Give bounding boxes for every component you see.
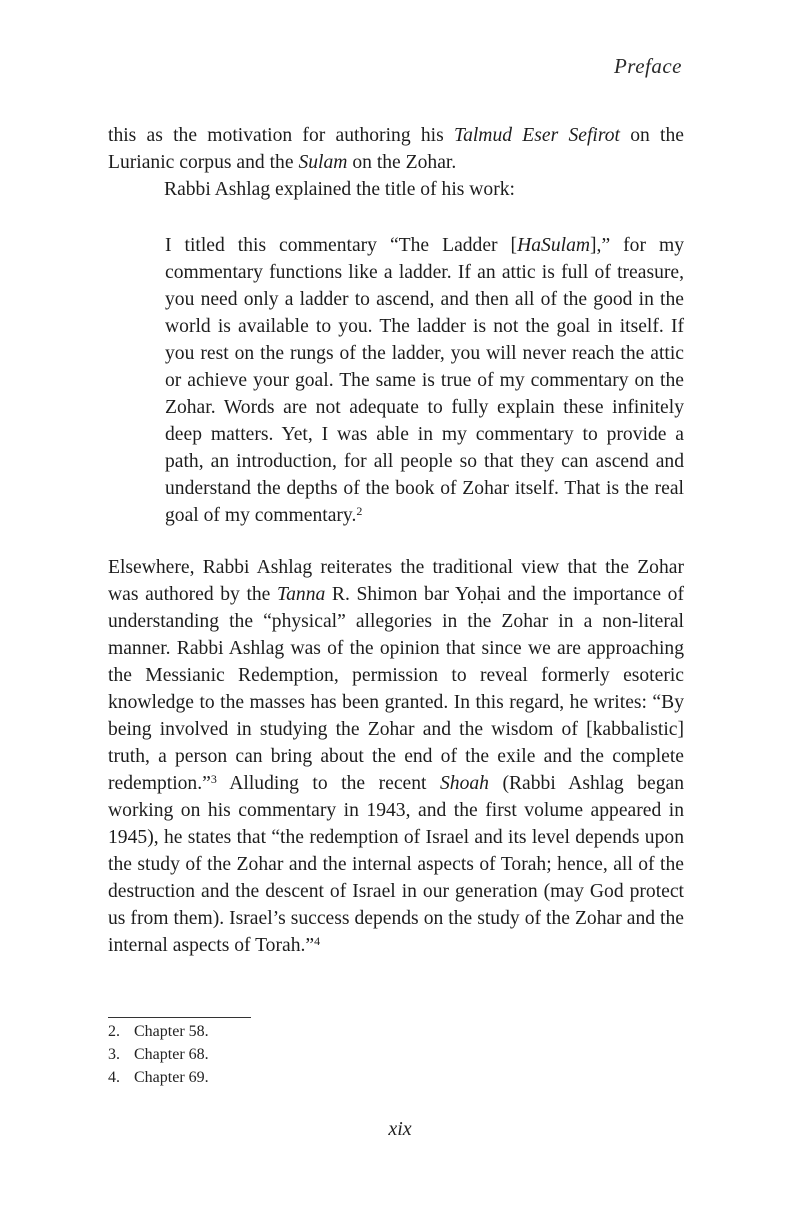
text-run: R. Shimon bar Yoḥai and the importance of understanding the “physical” allegories in the Zohar in a non-literal manner. Rabbi Ashlag was of the opinion that since we are approaching the Messianic Redemption, permission to reveal formerly esoteric knowledge to the masses has been granted. In this regard, he writes: “By being involved in studying the Zohar and the wisdom of [kabbalistic] truth, a person can bring about the end of the exile and the complete redemption.” — [108, 584, 684, 794]
text-run: Alluding to the recent — [216, 773, 440, 794]
block-quote — [165, 232, 684, 529]
footnote-number: 4. — [108, 1069, 120, 1086]
paragraph-continuation — [108, 122, 684, 203]
footnote-text: Chapter 69. — [134, 1069, 209, 1086]
footnote-ref[interactable]: 4 — [314, 934, 321, 948]
body-paragraph — [108, 554, 684, 959]
book-title: Talmud Eser Sefirot — [453, 125, 620, 146]
footnote-number: 2. — [108, 1023, 120, 1040]
footnote-text: Chapter 68. — [134, 1046, 209, 1063]
page-number: xix — [388, 1118, 412, 1140]
quote-intro: Rabbi Ashlag explained the title of his work: — [164, 179, 515, 200]
text-run: on the Lurianic corpus and the — [108, 125, 684, 173]
footnote-number: 3. — [108, 1046, 120, 1063]
text-run: (Rabbi Ashlag began working on his commentary in 1943, and the first volume appeared in 1945), he states that “the redemption of Israel and its level depends upon the study of the Zohar and the internal aspects of Torah; hence, all of the destruction and the descent of Israel in our generation (may God protect us from them). Israel’s success depends on the study of the Zohar and the internal aspects of Torah.” — [108, 773, 684, 956]
paragraph-continuation-text — [108, 122, 684, 176]
footnote — [108, 1066, 209, 1089]
footnote-text: Chapter 58. — [134, 1023, 209, 1040]
text-run: ],” for my commentary functions like a ladder. If an attic is full of treasure, you need only a ladder to ascend, and then all of the good in the world is available to you. The ladder is not the goal in itself. If you rest on the rungs of the ladder, you will never reach the attic or achieve your goal. The same is true of my commentary on the Zohar. Words are not adequate to fully explain these infinitely deep matters. Yet, I was able in my commentary to provide a path, an introduction, for all people so that they can ascend and understand the depths of the book of Zohar itself. That is the real goal of my commentary. — [165, 235, 684, 526]
body-paragraph-text — [108, 554, 684, 959]
footnote-ref[interactable]: 2 — [356, 504, 363, 518]
book-title: Sulam — [298, 152, 348, 173]
footnote-divider — [108, 1017, 251, 1018]
footnote — [108, 1043, 209, 1066]
term: Shoah — [439, 773, 489, 794]
running-head: Preface — [613, 54, 682, 78]
term: Tanna — [277, 584, 326, 605]
text-run: I titled this commentary “The Ladder [ — [165, 235, 518, 256]
footnotes — [108, 1020, 209, 1089]
footnote-ref[interactable]: 3 — [210, 772, 217, 786]
text-run: Elsewhere, Rabbi Ashlag reiterates the traditional view that the Zohar was authored by the — [108, 557, 684, 605]
book-title: HaSulam — [517, 235, 591, 256]
text-run: this as the motivation for authoring his — [108, 125, 454, 146]
block-quote-text — [165, 232, 684, 529]
text-run: on the Zohar. — [347, 152, 457, 173]
footnote — [108, 1020, 209, 1043]
